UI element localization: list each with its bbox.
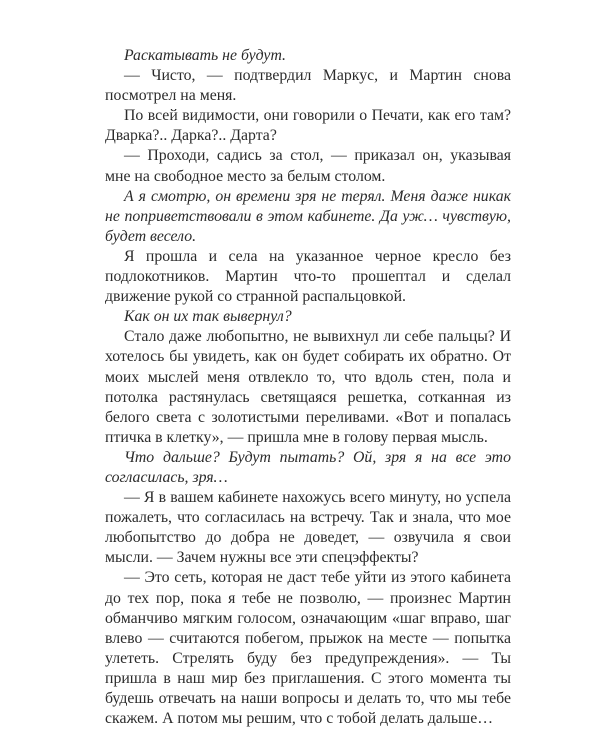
body-text [105,46,511,729]
paragraph: По всей видимости, они говорили о Печати, как его там? Дварка?.. Дарка?.. Дарта? [105,107,511,145]
paragraph: А я смотрю, он времени зря не терял. Меня даже никак не поприветствовали в этом кабинете. Да уж… чувствую, будет весело. [105,187,511,245]
paragraph: — Это сеть, которая не даст тебе уйти из этого кабинета до тех пор, пока я тебе не позволю, — произнес Мартин обманчиво мягким голосом, означающим «шаг вправо, шаг влево — считаются побегом, прыжок на месте — попытка улететь. Стрелять буду без предупреждения». — Ты пришла в наш мир без приглашения. С этого момента ты будешь отвечать на наши вопросы и делать то, что мы тебе скажем. А потом мы решим, что с тобой делать дальше… [105,569,511,728]
paragraph: Я прошла и села на указанное черное кресло без подлокотников. Мартин что-то прошептал и сделал движение рукой со странной распальцовкой. [105,247,511,306]
paragraph: Раскатывать не будут. [124,47,286,64]
paragraph: Стало даже любопытно, не вывихнул ли себе пальцы? И хотелось бы увидеть, как он будет собирать их обратно. От моих мыслей меня отвлекло то, что вдоль стен, пола и потолка растянулась светящаяся решетка, сотканная из белого света с золотистыми переливами. «Вот и попалась птичка в клетку», — пришла мне в голову первая мысль. [105,328,511,446]
paragraph: — Проходи, садись за стол, — приказал он, указывая мне на свободное место за белым столом. [105,147,511,185]
paragraph: — Чисто, — подтвердил Маркус, и Мартин снова посмотрел на меня. [105,67,511,105]
paragraph: Что дальше? Будут пытать? Ой, зря я на все это согласилась, зря… [105,448,511,486]
paragraph: — Я в вашем кабинете нахожусь всего минуту, но успела пожалеть, что согласилась на встречу. Так и знала, что мое любопытство до добра не доведет, — озвучила я свои мысли. — Зачем нужны все эти спецэффекты? [105,489,511,567]
paragraph: Как он их так вывернул? [124,308,292,326]
